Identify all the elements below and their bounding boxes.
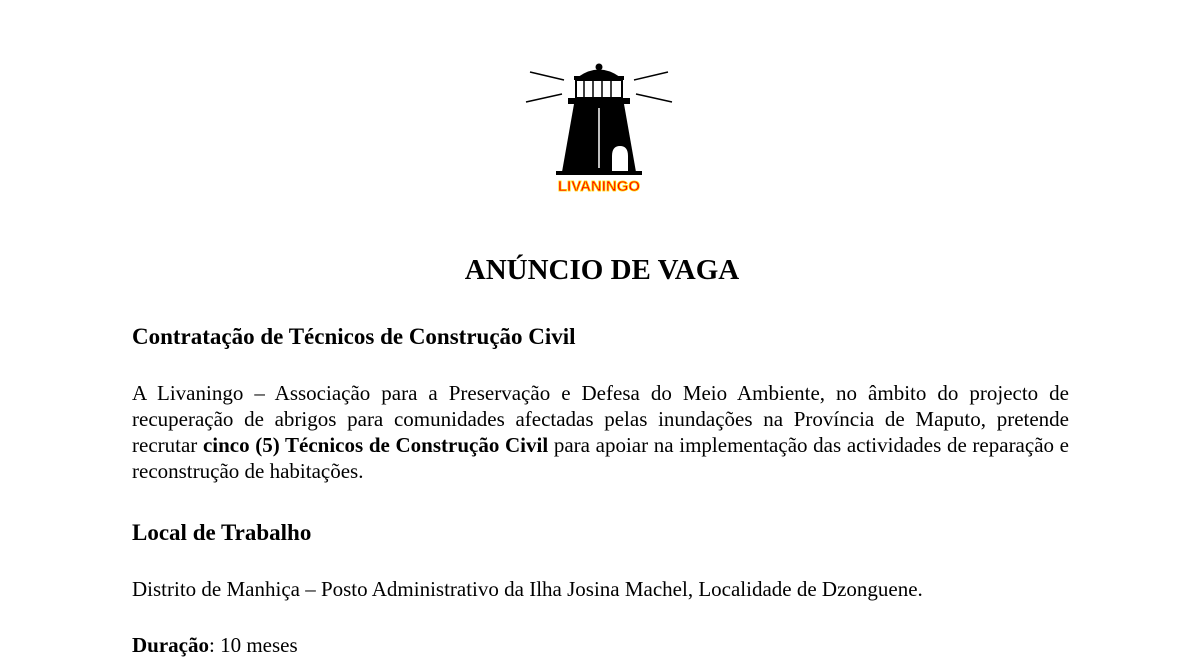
logo-text: LIVANINGO	[557, 178, 641, 195]
paragraph-bold-text: cinco (5) Técnicos de Construção Civil	[202, 433, 549, 457]
livaningo-logo	[522, 60, 676, 198]
duracao-line	[132, 632, 298, 658]
section-heading-local: Local de Trabalho	[132, 520, 312, 545]
lighthouse-icon	[522, 60, 676, 198]
page-title: ANÚNCIO DE VAGA	[464, 254, 740, 286]
intro-paragraph	[132, 380, 1069, 484]
duracao-value: : 10 meses	[209, 633, 298, 657]
local-text: Distrito de Manhiça – Posto Administrativo da Ilha Josina Machel, Localidade de Dzonguene.	[132, 577, 923, 601]
duracao-label: Duração	[132, 633, 209, 657]
paragraph-text-before: A Livaningo – Associação para a Preservação e Defesa do Meio Ambiente, no âmbito do projecto de recuperação de abrigos para comunidades afectadas pelas inundações na Província de Maputo, pretende recrutar	[132, 381, 1069, 457]
paragraph-text-after: para apoiar na implementação das actividades de reparação e reconstrução de habitações.	[132, 433, 1070, 483]
section-heading-contratacao: Contratação de Técnicos de Construção Civil	[132, 324, 576, 349]
